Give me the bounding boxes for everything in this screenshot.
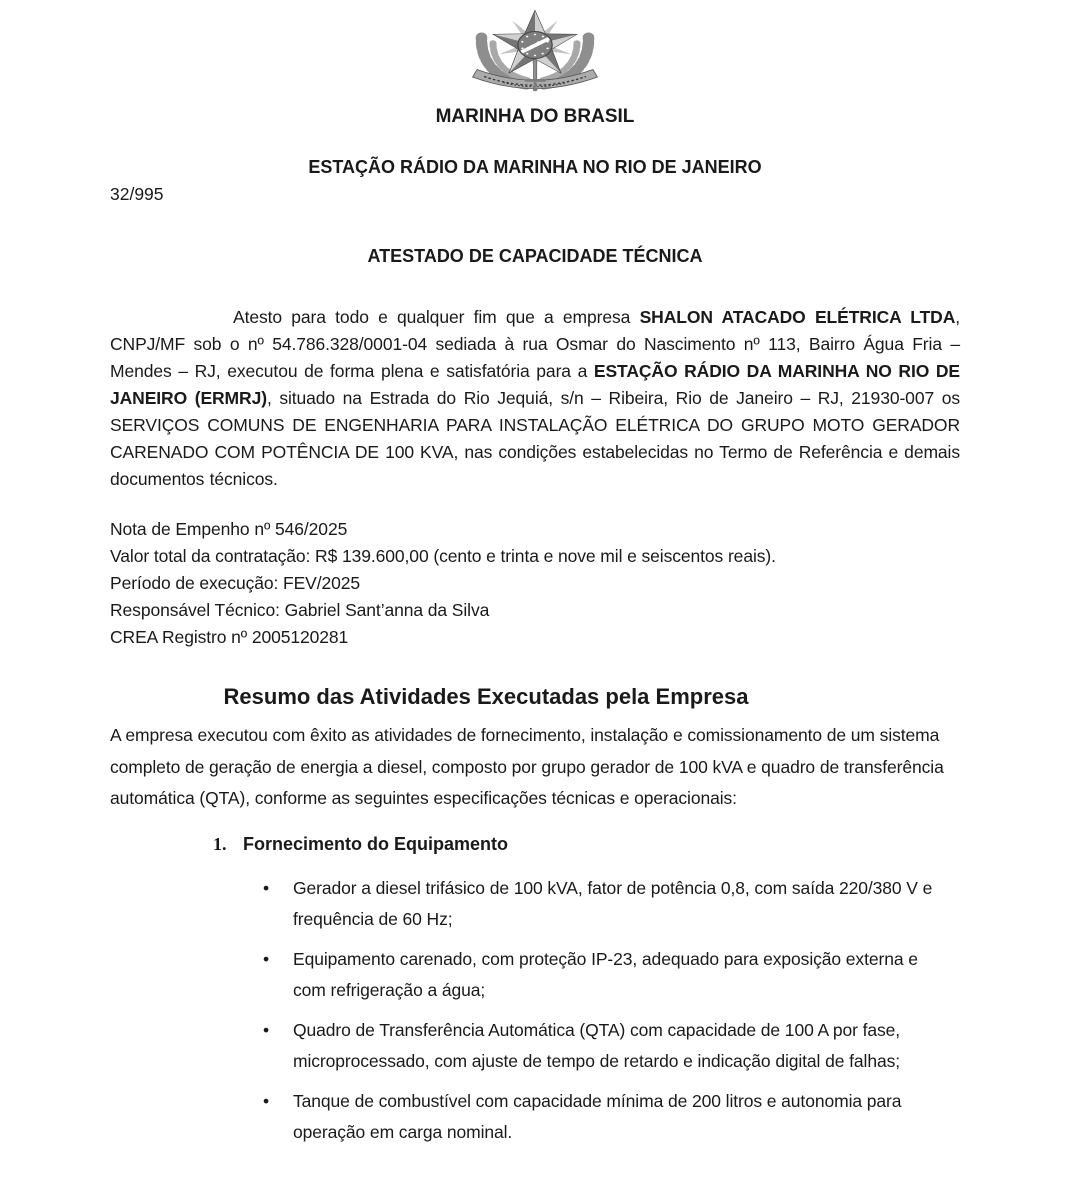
bullet-list [110,873,960,1148]
list-item [263,873,935,935]
attestation-paragraph: Atesto para todo e qualquer fim que a empresa SHALON ATACADO ELÉTRICA LTDA, CNPJ/MF sob o nº 54.786.328/0001-04 sediada à rua Osmar do Nascimento nº 113, Bairro Água Fria – Mendes – RJ, executou de forma plena e satisfatória para a ESTAÇÃO RÁDIO DA MARINHA NO RIO DE JANEIRO (ERMRJ), situado na Estrada do Rio Jequiá, s/n – Ribeira, Rio de Janeiro – RJ, 21930-007 os SERVIÇOS COMUNS DE ENGENHARIA PARA INSTALAÇÃO ELÉTRICA DO GRUPO MOTO GERADOR CARENADO COM POTÊNCIA DE 100 KVA, nas condições estabelecidas no Termo de Referência e demais documentos técnicos. [110,307,960,489]
list-item [263,1086,935,1148]
bullet-icon: • [263,949,270,969]
list-item [263,1015,935,1077]
section-heading [213,832,960,856]
crest-container [110,0,960,97]
detail-line-crea: CREA Registro nº 2005120281 [110,627,349,647]
detail-line-empenho: Nota de Empenho nº 546/2025 [110,519,348,539]
organization-name: MARINHA DO BRASIL [435,106,635,127]
list-item-text: Quadro de Transferência Automática (QTA) com capacidade de 100 A por fase, microprocessado, com ajuste de tempo de retardo e indicação digital de falhas; [293,1020,901,1071]
bullet-icon: • [263,1091,270,1111]
detail-line-responsavel: Responsável Técnico: Gabriel Sant’anna da Silva [110,600,490,620]
list-item [263,944,935,1006]
section-number: 1. [213,834,227,854]
detail-line-periodo: Período de execução: FEV/2025 [110,573,361,593]
summary-heading: Resumo das Atividades Executadas pela Empresa [223,684,749,709]
bullet-icon: • [263,1020,270,1040]
contract-details [110,516,960,651]
brazil-coat-of-arms-icon [465,5,605,101]
list-item-text: Gerador a diesel trifásico de 100 kVA, fator de potência 0,8, com saída 220/380 V e frequência de 60 Hz; [293,878,933,929]
section-title: Fornecimento do Equipamento [243,834,509,854]
reference-number: 32/995 [110,184,164,204]
bullet-icon: • [263,878,270,898]
detail-line-valor: Valor total da contratação: R$ 139.600,00 (cento e trinta e nove mil e seiscentos reais). [110,546,776,566]
summary-intro: A empresa executou com êxito as atividades de fornecimento, instalação e comissionamento de um sistema completo de geração de energia a diesel, composto por grupo gerador de 100 kVA e quadro de transferência automática (QTA), conforme as seguintes especificações técnicas e operacionais: [110,725,944,808]
list-item-text: Tanque de combustível com capacidade mínima de 200 litros e autonomia para operação em carga nominal. [293,1091,902,1142]
unit-name: ESTAÇÃO RÁDIO DA MARINHA NO RIO DE JANEIRO [308,157,762,177]
list-item-text: Equipamento carenado, com proteção IP-23, adequado para exposição externa e com refrigeração a água; [293,949,918,1000]
document-title: ATESTADO DE CAPACIDADE TÉCNICA [367,246,703,266]
